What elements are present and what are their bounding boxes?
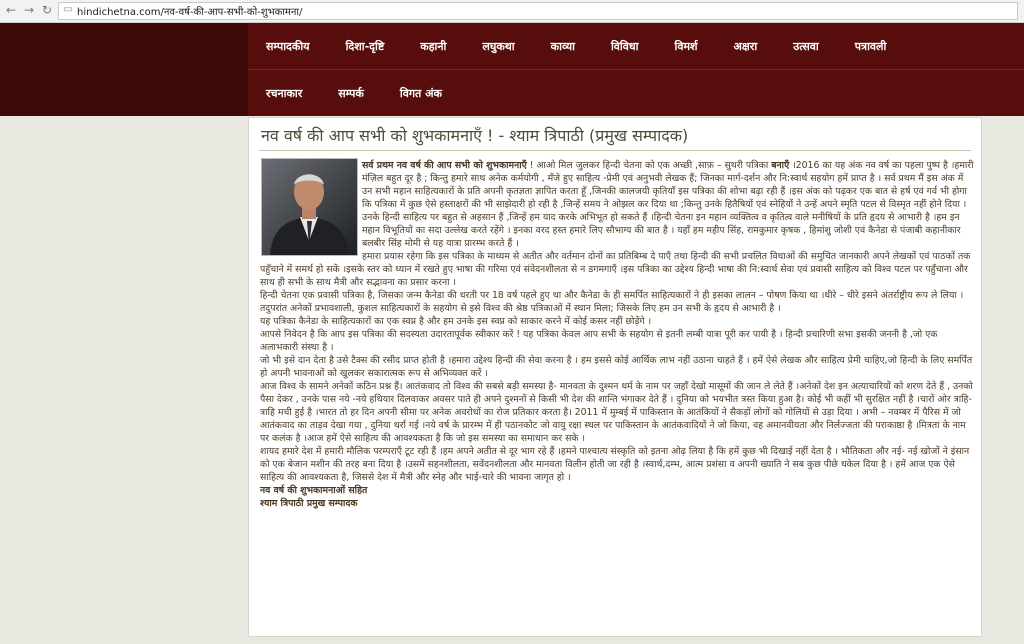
- site-header: [0, 23, 1024, 116]
- signature-greeting: नव वर्ष की शुभकामनाओं सहित: [260, 485, 368, 496]
- article-panel: [248, 117, 982, 637]
- menu-item-laghukatha[interactable]: लघुकथा: [482, 39, 515, 53]
- menu-item-sampadkiya[interactable]: सम्पादकीय: [266, 39, 310, 53]
- article-body: [260, 159, 976, 510]
- paragraph: [260, 159, 976, 250]
- main-menu: [248, 23, 1024, 116]
- menu-item-disha-drishti[interactable]: दिशा-दृष्टि: [345, 39, 385, 53]
- article-title: नव वर्ष की आप सभी को शुभकामनाएँ ! - श्याम त्रिपाठी (प्रमुख सम्पादक): [261, 126, 689, 145]
- paragraph-4: यह पत्रिका कैनेडा के साहित्यकारों का एक स्वप्न है और हम उनके इस स्वप्न को साकार करने में कोई कसर नहीं छोड़ेंगे ।: [260, 316, 652, 327]
- menu-item-vividha[interactable]: विविधा: [610, 39, 639, 53]
- back-icon[interactable]: ←: [5, 3, 17, 17]
- menu-item-vigat-ank[interactable]: विगत अंक: [399, 86, 442, 100]
- paragraph-6: जो भी इसे दान देता है उसे टैक्स की रसीद प्राप्त होती है ।हमारा उद्देश्य हिन्दी की सेवा करना है । हम इससे कोई आर्थिक लाभ नहीं उठाना चाहते हैं । हमें ऐसे लेखक और साहित्य प्रेमी चाहिए,जो हिन्दी के लिए समर्पित हो अपनी भावनाओं को खुलकर सकारात्मक रूप से अभिव्यक्त करें ।: [260, 355, 973, 379]
- paragraph-2: हमारा प्रयास रहेगा कि इस पत्रिका के माध्यम से अतीत और वर्तमान दोनों का प्रतिबिम्ब दे पाएँ तथा हिन्दी की सभी प्रचलित विधाओं की समुचित जानकारी अपने लेखकों एवं पाठकों तक पहुँचाने में समर्थ हो सकें ।इसके स्तर को ध्यान में रखते हुए भाषा की गरिमा एवं संवेदनशीलता से न डगमगाएँ ।इस पत्रिका का उद्देश्य हिन्दी भाषा की नि:स्वार्थ सेवा एवं प्रवासी साहित्य को विश्व पटल पर पहुँचाना और साथ ही सभी के साथ मैत्री और सद्भावना का प्रसार करना ।: [260, 251, 971, 288]
- title-divider: [259, 150, 971, 151]
- menu-item-kahani[interactable]: कहानी: [420, 39, 447, 53]
- menu-item-sampark[interactable]: सम्पर्क: [338, 86, 364, 100]
- menu-item-patravali[interactable]: पत्रावली: [854, 39, 887, 53]
- address-bar[interactable]: [58, 2, 1018, 20]
- paragraph-8: शायद हमारे देश में हमारी मौलिक परम्पराएँ टूट रही हैं ।हम अपने अतीत से दूर भाग रहे हैं ।हमने पाश्चात्य संस्कृति को इतना ओढ़ लिया है कि हमें कुछ भी दिखाई नहीं देता है । भौतिकता और नई- नई खोजों ने इंसान को एक बेजान मशीन की तरह बना दिया है ।उसमें सहनशीलता, सवेंदनशीलता और मानवता विलीन होती जा रही है ।स्वार्थ,दम्भ, आत्म प्रशंसा व अपनी ख्याति ने सब कुछ पीछे धकेल दिया है । हमें आज एक ऐसे साहित्य की आवश्यकता है, जिससे देश में मैत्री और स्नेह और भाई-चारे की भावना जागृत हो ।: [260, 446, 970, 483]
- paragraph-7: आज विश्व के सामने अनेकों कठिन प्रश्न हैं। आतंकवाद तो विश्व की सबसे बड़ी समस्या है- मानवता के दुश्मन धर्म के नाम पर जहाँ देखो मासूमों की जान ले लेते हैं ।अनेकों देश इन अत्याचारियों को शरण देते हैं , उनको पैसा देकर , उनके पास नये -नये हथियार दिलवाकर अवसर पाते ही अपने दुश्मनों से किसी भी देश की शान्ति भंगाकर देते हैं । दुनिया को भयभीत त्रस्त किया हुआ है। कोई भी कहीं भी सुरक्षित नहीं है ।चारों ओर त्राहि- त्राहि मची हुई है ।भारत तो हर दिन अपनी सीमा पर अनेक अवरोधों का रोज प्रतिकार करता है। 2011 में मुम्बई में पाकिस्तान के आतंकियों ने सैकड़ों लोगों को गोलियों से उड़ा दिया । अभी – नवम्बर में पैरिस में जो आतंकवाद का ताड़व देखा गया , दुनिया थर्रा गई ।नये वर्ष के प्रारम्भ में ही पठानकोट जो वायु रक्षा स्थल पर पाकिस्तान के आतंकवादियों ने जो किया, वह अमानवीयता और निर्लज्जता की पराकाष्ठा है ।मित्रता के नाम पर कलंक है ।आज हमें ऐसे साहित्य की आवश्यकता है कि जो इस समस्या का समाधान कर सके ।: [260, 381, 973, 444]
- paragraph-5: आपसे निवेदन है कि आप इस पत्रिका की सदस्यता उदारतापूर्वक स्वीकार करें ! यह पत्रिका केवल आप सभी के सहयोग से इतनी लम्बी यात्रा पूरी कर पायी है । हिन्दी प्रचारिणी सभा इसकी जननी है ,जो एक अलाभकारी संस्था है ।: [260, 329, 938, 353]
- intro-text: ! आओ मिल जुलकर हिन्दी चेतना को एक अच्छी ,साफ़ – सुथरी पत्रिका: [526, 160, 772, 171]
- menu-item-akshara[interactable]: अक्षरा: [733, 39, 758, 53]
- intro-bold-text: सर्व प्रथम नव वर्ष की आप सभी को शुभकामनाएँ: [362, 160, 527, 171]
- menu-item-rachnakar[interactable]: रचनाकार: [266, 86, 303, 100]
- address-url[interactable]: hindichetna.com/नव-वर्ष-की-आप-सभी-को-शुभकामना/: [77, 7, 303, 18]
- menu-item-utsava[interactable]: उत्सवा: [793, 39, 819, 53]
- forward-icon[interactable]: →: [23, 3, 35, 17]
- browser-toolbar: [0, 0, 1024, 23]
- signature-name: श्याम त्रिपाठी प्रमुख सम्पादक: [260, 498, 358, 509]
- menu-item-vimarsh[interactable]: विमर्श: [674, 39, 698, 53]
- menu-row-1: [248, 23, 904, 69]
- menu-item-kavya[interactable]: काव्या: [550, 39, 575, 53]
- paragraph-3: हिन्दी चेतना एक प्रवासी पत्रिका है, जिसका जन्म कैनेडा की धरती पर 18 वर्ष पहले हुए था और कैनेडा के ही समर्पित साहित्यकारों ने ही इसका लालन – पोषण किया था ।धीरे – धीरे इसने अंतर्राष्ट्रीय रूप ले लिया ।तदुपरांत अनेकों प्रभावशाली, कुशल साहित्यकारों के सहयोग से इसे विश्व की श्रेष्ठ पत्रिकाओं में स्थान मिला; जिसके लिए हम उन सभी के हृदय से आभारी है ।: [260, 290, 964, 314]
- menu-row-2: [248, 69, 1024, 116]
- intro-bold-text-2: बनाएँ: [771, 160, 790, 171]
- reload-icon[interactable]: ↻: [41, 3, 53, 17]
- paragraph-1-text: ।2016 का यह अंक नव वर्ष का पहला पुष्प है ।हमारी मंज़िल बहुत दूर है ; किन्तु हमारे साथ अनेक कर्मयोगी , मँजे हुए साहित्य -प्रेमी एवं अनुभवी लेखक हैं; जिनका मार्ग-दर्शन और नि:स्वार्थ सहयोग हमें प्राप्त है । सर्व प्रथम मैं इस अंक में उन सभी महान साहित्यकारों के प्रति अपनी कृतज्ञता ज्ञापित करता हूँ ,जिनकी कालजयी कृतियाँ इस पत्रिका की शोभा बढ़ा रही हैं ।इस अंक को पढ़कर एक बात से हर्ष एवं गर्व भी होगा कि पत्रिका में कुछ ऐसे हस्ताक्षरों की भी साझेदारी हो रही है ,जिन्हें समय ने ओझल कर दिया था ;किन्तु उनके हितैषियों एवं स्नेहियों ने उन्हें अपने स्मृति पटल से विस्मृत नहीं होने दिया ।उनके हिन्दी साहित्य पर बहुत से अहसान हैं ,जिन्हें हम याद करके अभिभूत हो सकते हैं ।हिन्दी चेतना इन महान व्यक्तित्व व कृतित्व वाले मनीषियों के प्रति हृदय से आभारी है ।हम इन महान विभूतियों का सदा उल्लेख करते रहेंगे । इनका वरद हस्त हमारे लिए सौभाग्य की बात है । यहाँ हम महीप सिंह, रामकुमार कृषक , हिमांशु जोशी एवं कैनेडा से पंजाबी कहानीकार बलबीर सिंह मोमी से यह यात्रा प्रारम्भ करते हैं ।: [362, 160, 974, 249]
- page-icon: ▭: [63, 4, 73, 15]
